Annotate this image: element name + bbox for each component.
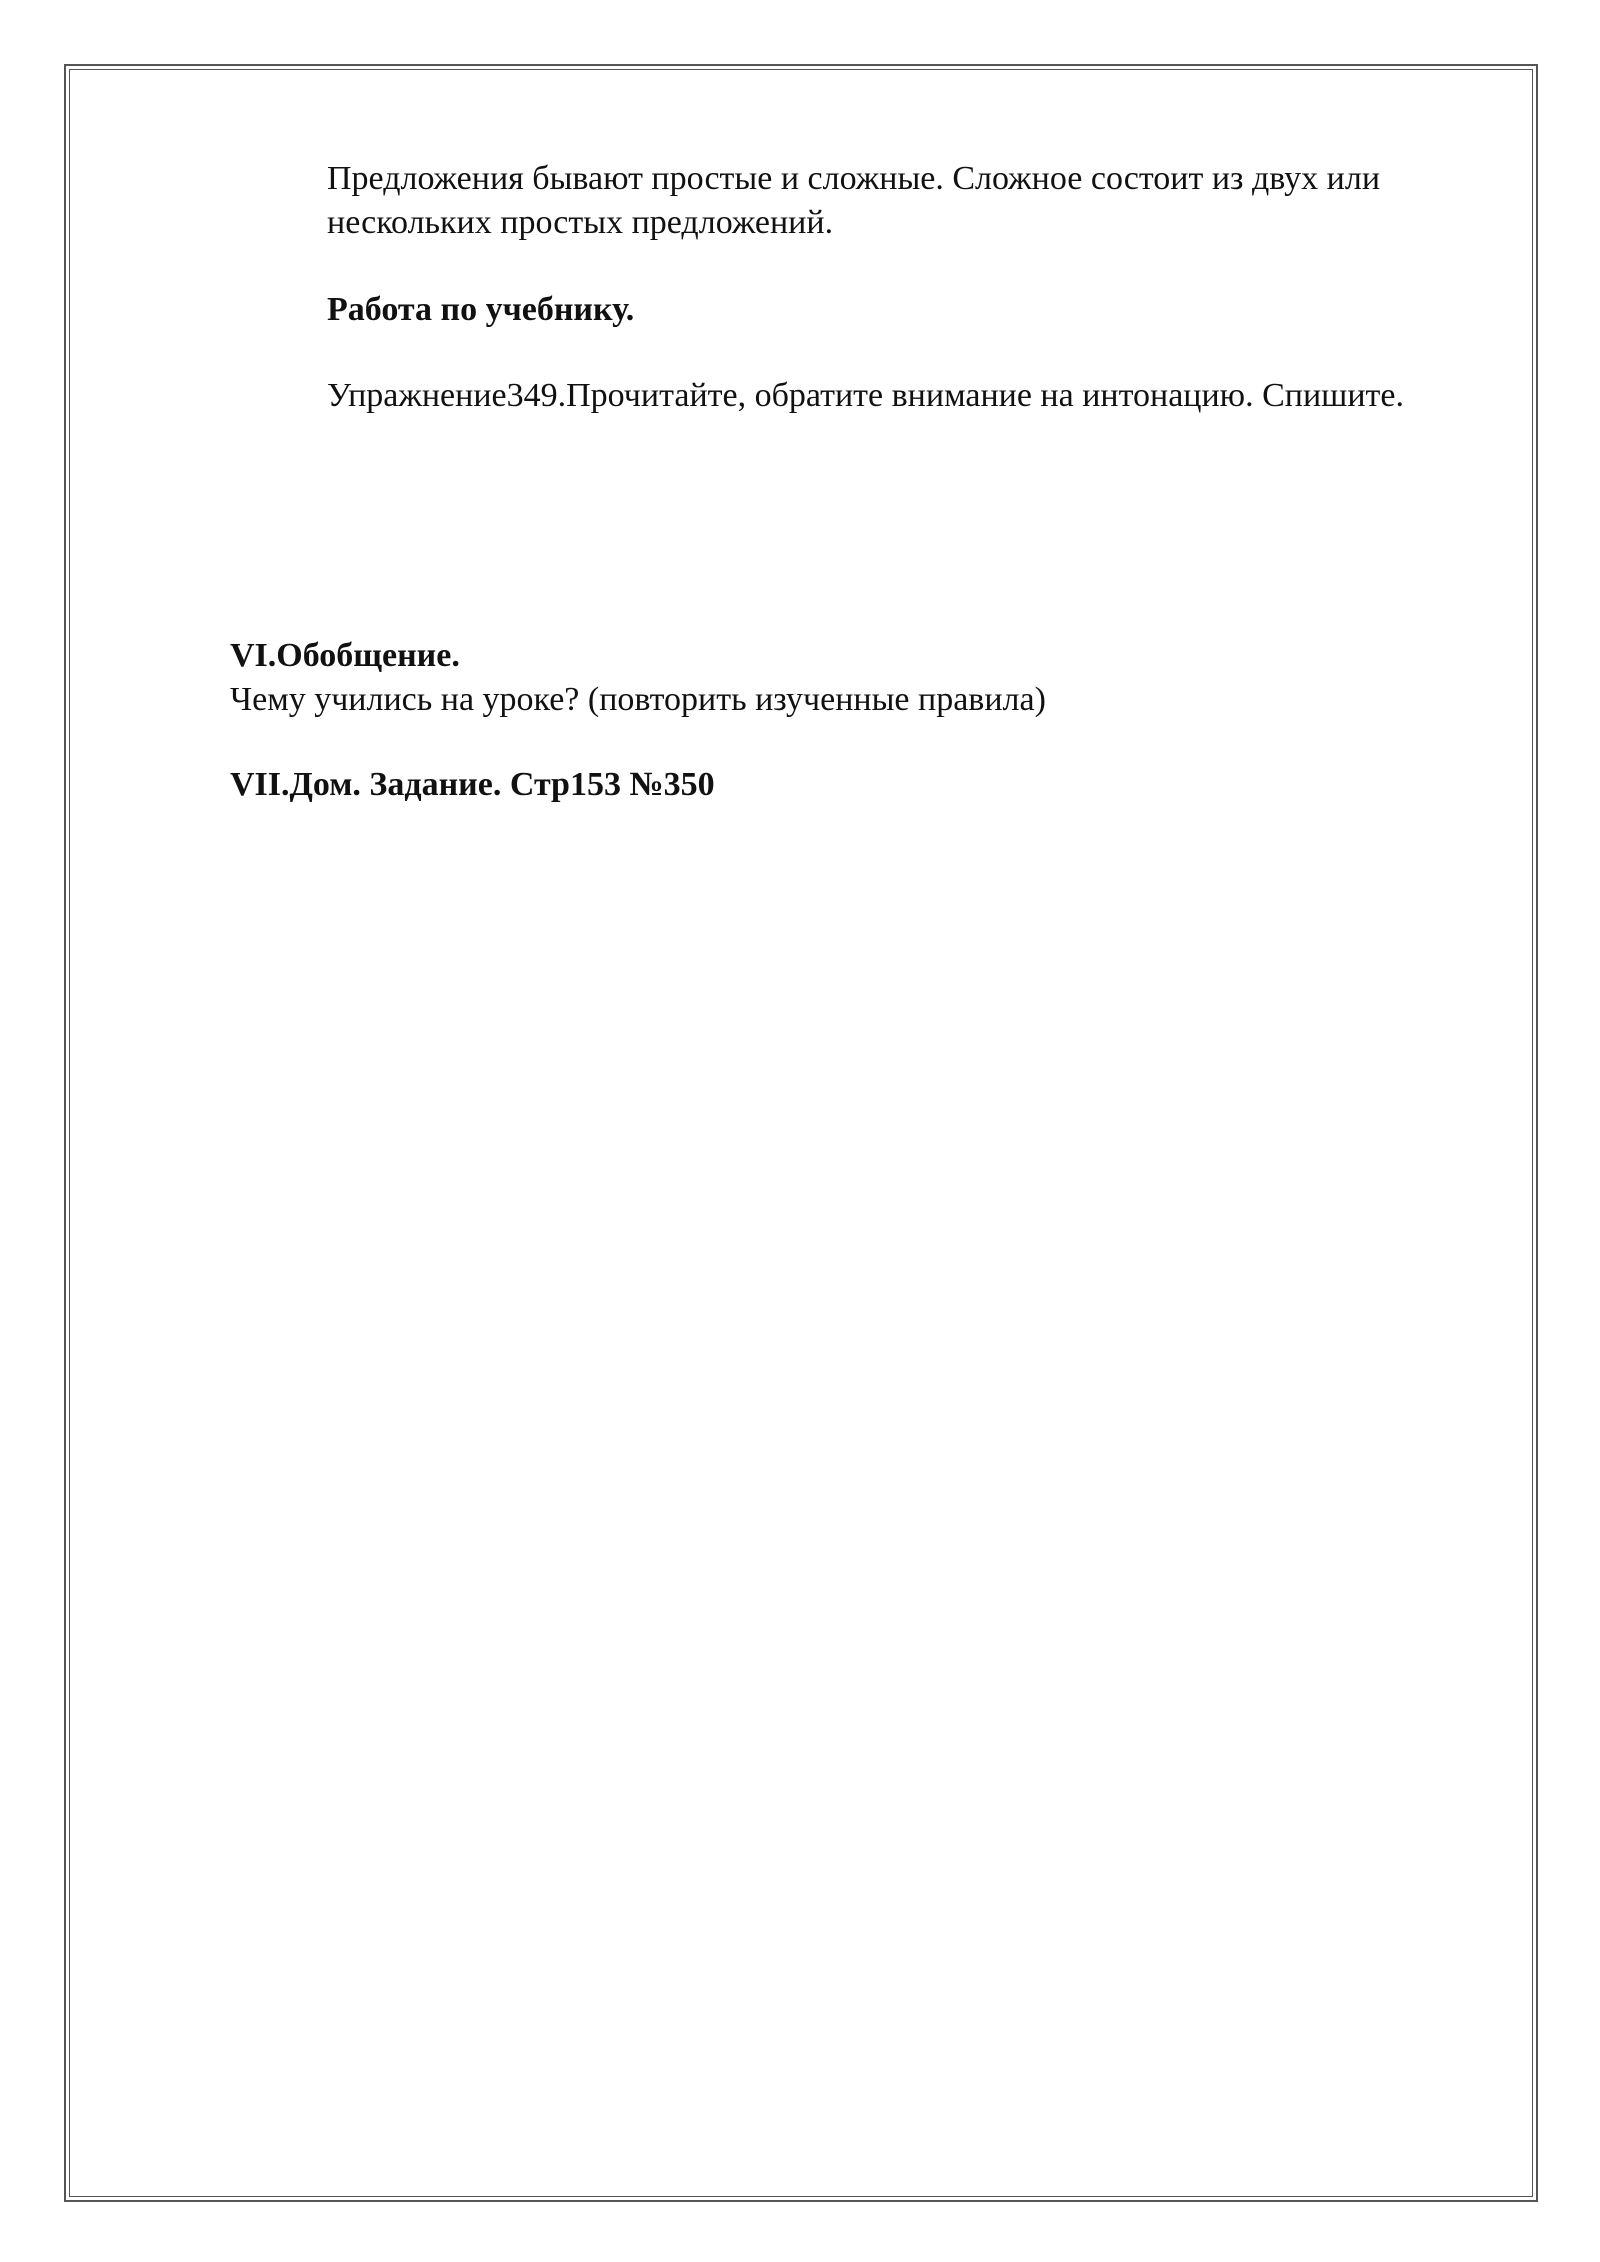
exercise-paragraph: Упражнение349.Прочитайте, обратите внимание на интонацию. Спишите. <box>327 377 1404 414</box>
intro-paragraph: Предложения бывают простые и сложные. Сложное состоит из двух или нескольких простых предложений. <box>327 160 1381 241</box>
homework-heading: VII.Дом. Задание. Стр153 №350 <box>230 766 715 803</box>
generalization-question: Чему учились на уроке? (повторить изученные правила) <box>230 681 1046 718</box>
textbook-work-heading: Работа по учебнику. <box>327 291 635 328</box>
generalization-heading: VI.Обобщение. <box>230 637 460 674</box>
